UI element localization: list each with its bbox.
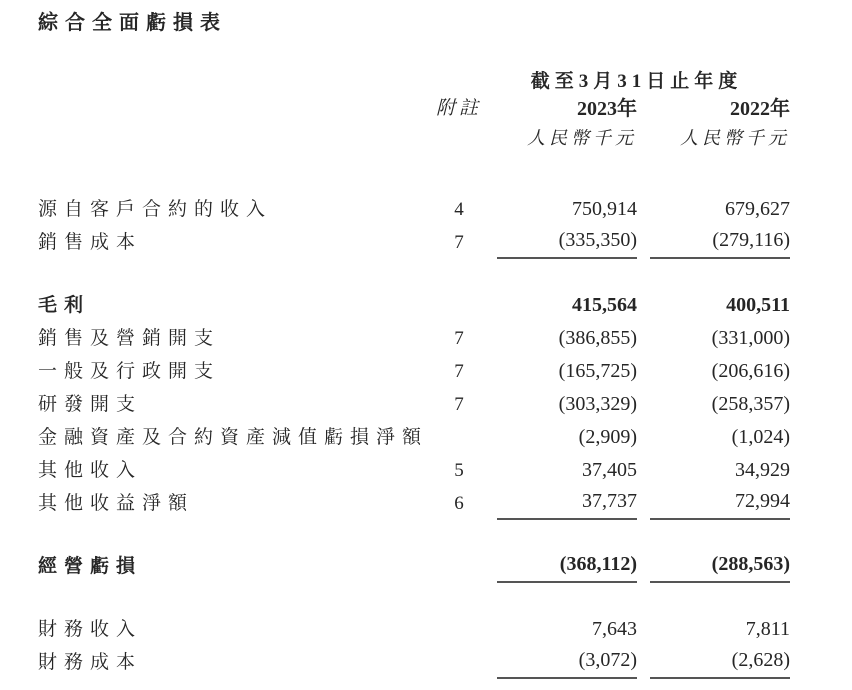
header-year-2023: 2023年 bbox=[577, 98, 637, 120]
row-label: 銷售及營銷開支 bbox=[38, 328, 221, 349]
value-2022: 679,627 bbox=[725, 198, 790, 220]
row-label: 其他收益淨額 bbox=[38, 493, 195, 514]
value-2022: 72,994 bbox=[650, 485, 790, 520]
value-2023: 750,914 bbox=[572, 198, 637, 220]
note-ref: 7 bbox=[454, 361, 464, 382]
row-operating-loss bbox=[38, 550, 790, 583]
value-2023: (2,909) bbox=[578, 426, 637, 448]
row-label: 源自客戶合約的收入 bbox=[38, 199, 273, 220]
value-2022: (279,116) bbox=[650, 224, 790, 259]
value-2023: (3,072) bbox=[497, 644, 637, 679]
value-2022: (288,563) bbox=[650, 548, 790, 583]
header-unit-2022: 人民幣千元 bbox=[680, 128, 790, 148]
note-ref: 7 bbox=[454, 328, 464, 349]
header-unit-row bbox=[38, 124, 790, 152]
row-general-admin-expenses bbox=[38, 355, 790, 388]
row-other-income bbox=[38, 454, 790, 487]
row-finance-costs bbox=[38, 646, 790, 679]
value-2023: 37,405 bbox=[582, 459, 637, 481]
value-2023: (368,112) bbox=[497, 548, 637, 583]
value-2022: 400,511 bbox=[726, 294, 790, 316]
row-rd-expenses bbox=[38, 388, 790, 421]
value-2022: (258,357) bbox=[711, 393, 790, 415]
row-label: 銷售成本 bbox=[38, 232, 143, 253]
section-gap bbox=[38, 520, 790, 550]
row-label: 經營虧損 bbox=[38, 556, 143, 577]
value-2023: 7,643 bbox=[592, 618, 637, 640]
row-label: 金融資產及合約資產減值虧損淨額 bbox=[38, 427, 429, 448]
value-2023: (335,350) bbox=[497, 224, 637, 259]
value-2023: (386,855) bbox=[558, 327, 637, 349]
value-2023: 415,564 bbox=[572, 294, 637, 316]
section-gap bbox=[38, 152, 790, 193]
value-2023: 37,737 bbox=[497, 485, 637, 520]
row-cost-of-sales bbox=[38, 226, 790, 259]
note-ref: 4 bbox=[454, 199, 464, 220]
row-label: 毛利 bbox=[38, 295, 91, 316]
row-label: 研發開支 bbox=[38, 394, 143, 415]
note-ref: 5 bbox=[454, 460, 464, 481]
row-label: 財務收入 bbox=[38, 619, 143, 640]
row-gross-profit bbox=[38, 289, 790, 322]
header-note-label: 附註 bbox=[435, 98, 482, 119]
note-ref: 7 bbox=[454, 394, 464, 415]
comprehensive-loss-table bbox=[38, 70, 790, 679]
value-2023: (303,329) bbox=[558, 393, 637, 415]
row-selling-marketing-expenses bbox=[38, 322, 790, 355]
row-impairment-losses bbox=[38, 421, 790, 454]
row-label: 一般及行政開支 bbox=[38, 361, 221, 382]
header-unit-2023: 人民幣千元 bbox=[527, 128, 637, 148]
note-ref: 7 bbox=[454, 232, 464, 253]
value-2022: 7,811 bbox=[745, 618, 790, 640]
header-period-label: 截至3月31日止年度 bbox=[530, 71, 743, 92]
row-label: 其他收入 bbox=[38, 460, 143, 481]
header-years-row bbox=[38, 94, 790, 124]
note-ref: 6 bbox=[454, 493, 464, 514]
value-2023: (165,725) bbox=[558, 360, 637, 382]
row-other-gains-net bbox=[38, 487, 790, 520]
section-gap bbox=[38, 259, 790, 289]
value-2022: (2,628) bbox=[650, 644, 790, 679]
row-finance-income bbox=[38, 613, 790, 646]
value-2022: (206,616) bbox=[711, 360, 790, 382]
section-gap bbox=[38, 583, 790, 613]
value-2022: (331,000) bbox=[711, 327, 790, 349]
value-2022: 34,929 bbox=[735, 459, 790, 481]
row-revenue bbox=[38, 193, 790, 226]
row-label: 財務成本 bbox=[38, 652, 143, 673]
header-period-row bbox=[38, 70, 790, 94]
header-year-2022: 2022年 bbox=[730, 98, 790, 120]
value-2022: (1,024) bbox=[731, 426, 790, 448]
page-title: 綜合全面虧損表 bbox=[38, 12, 227, 34]
